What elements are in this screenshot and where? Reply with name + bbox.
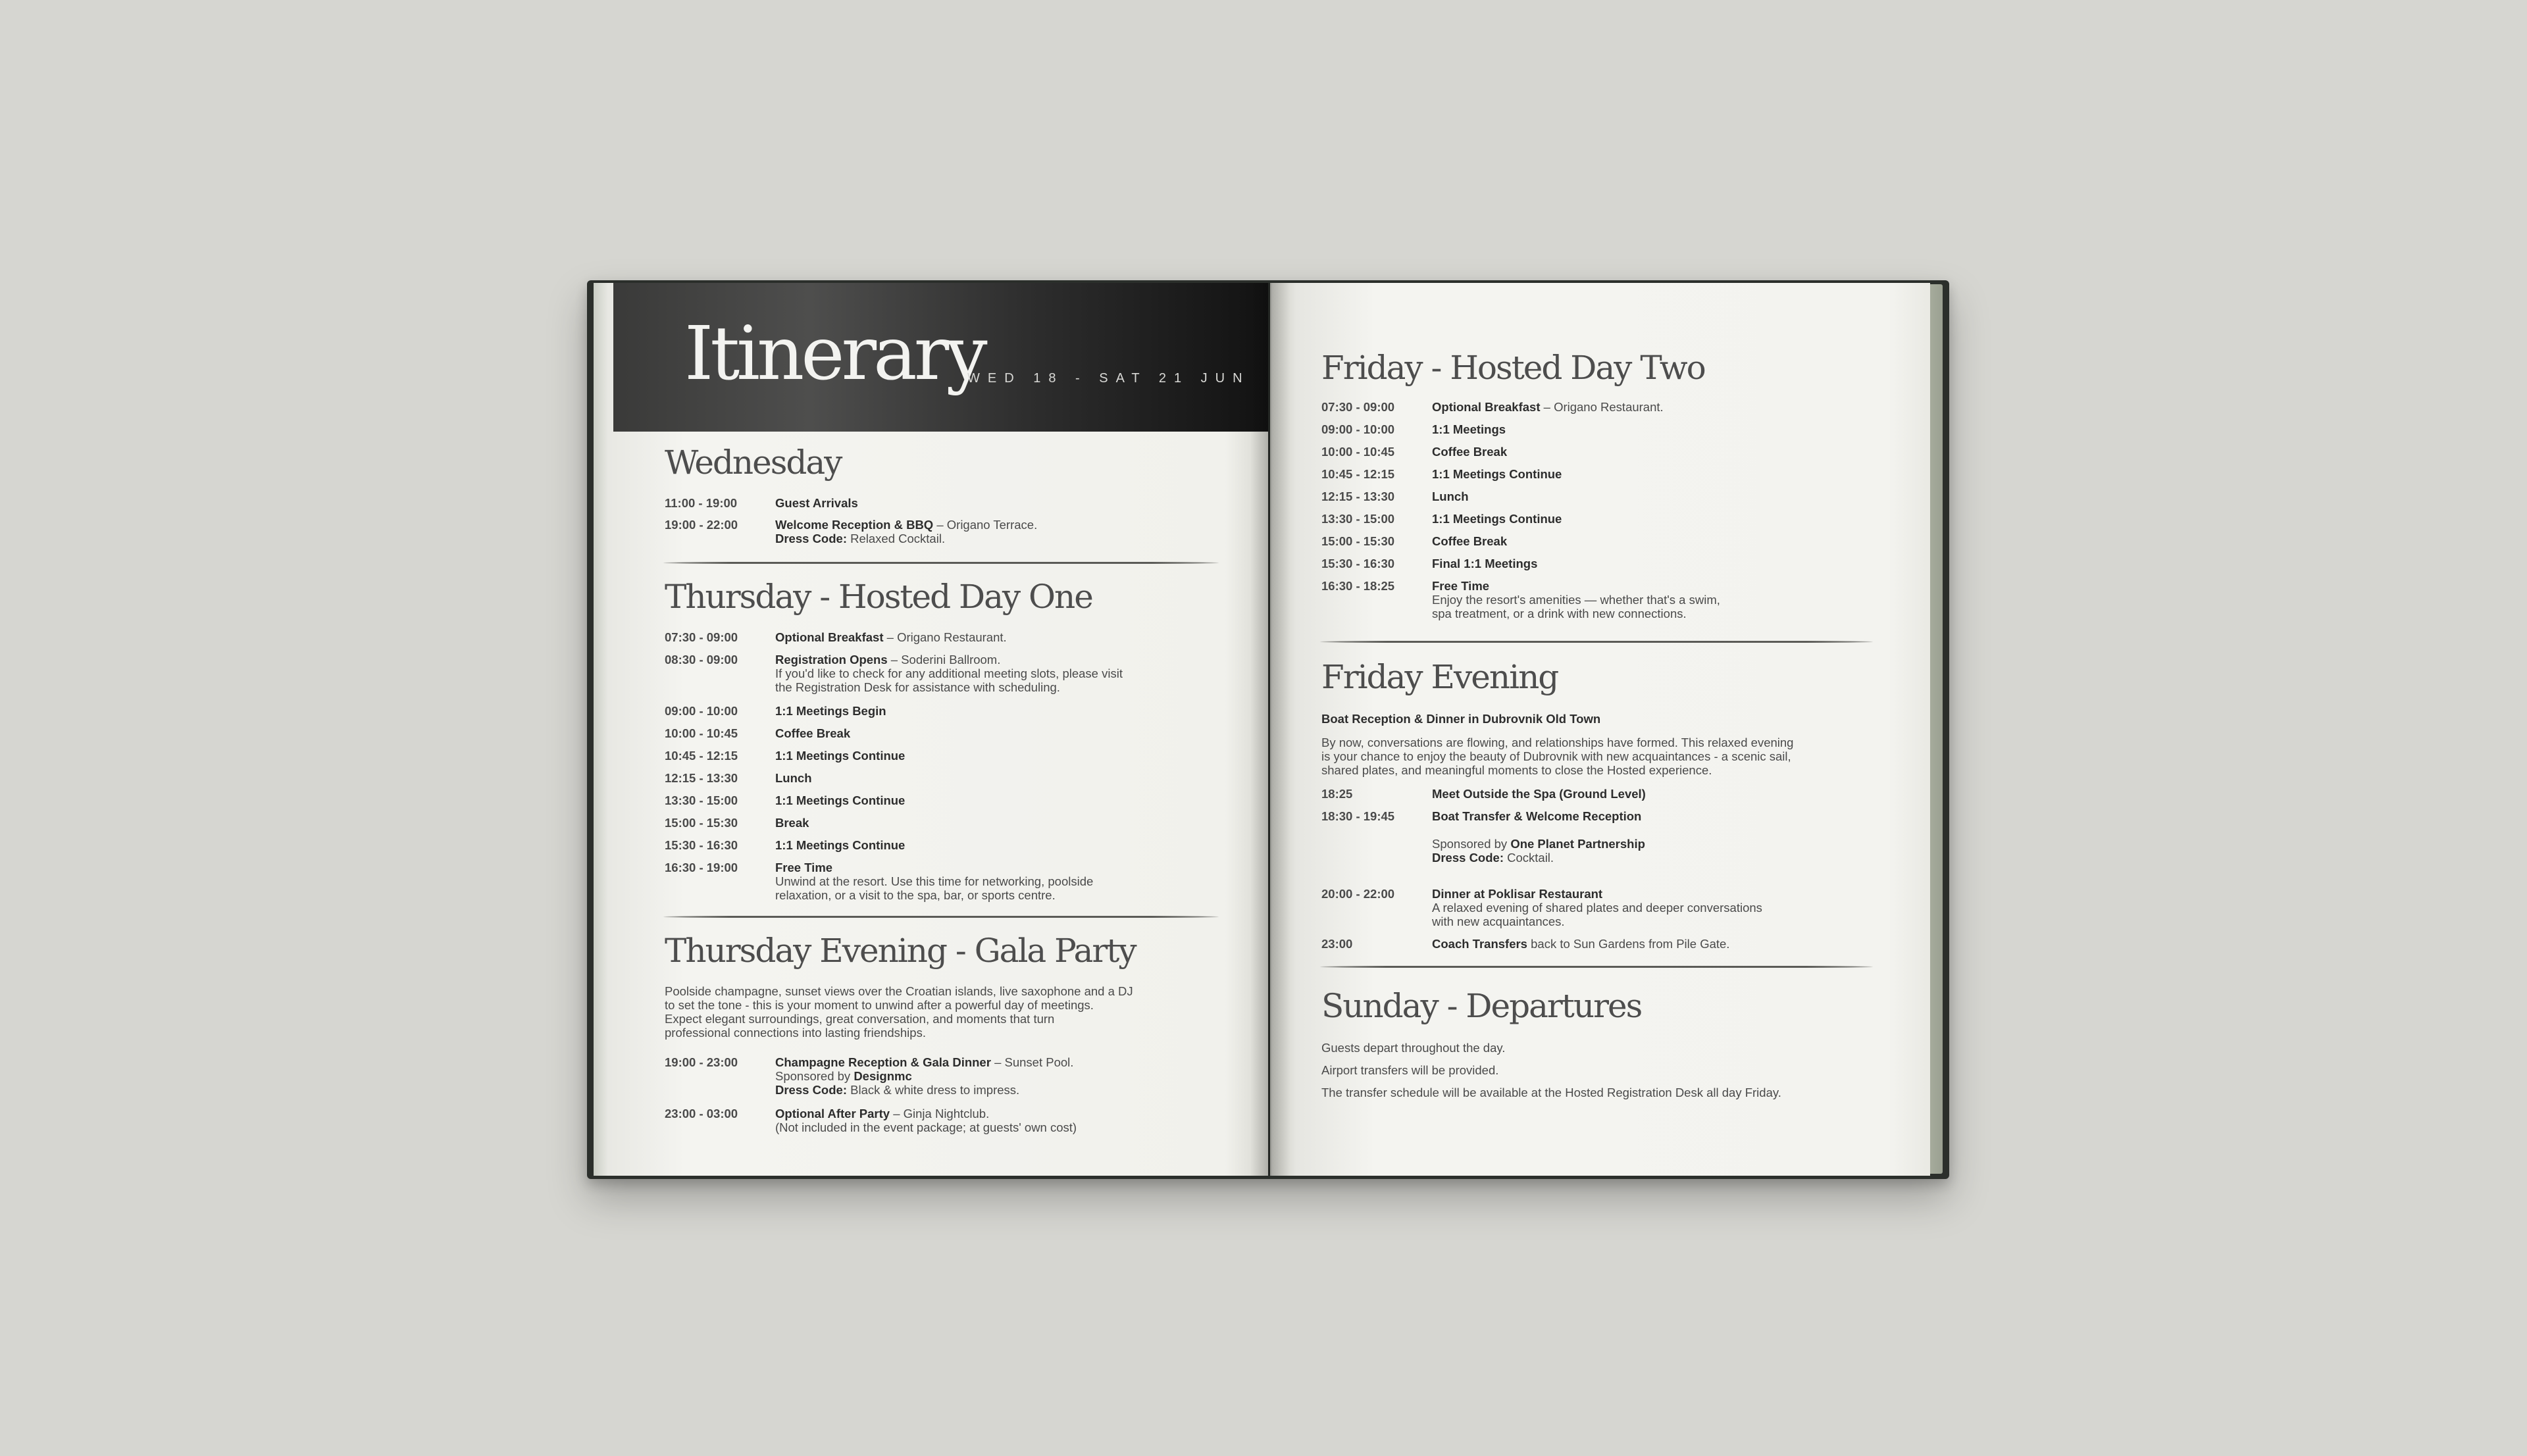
row-label: Welcome Reception & BBQ — [775, 518, 934, 532]
sunday-line: The transfer schedule will be available at the Hosted Registration Desk all day Friday. — [1321, 1086, 1781, 1099]
row-note: with new acquaintances. — [1432, 915, 1565, 928]
friday-evening-intro: shared plates, and meaningful moments to close the Hosted experience. — [1321, 763, 1712, 777]
row-note: (Not included in the event package; at guests' own cost) — [775, 1120, 1077, 1134]
itinerary-title: Itinerary — [684, 311, 984, 397]
friday-evening-intro: is your chance to enjoy the beauty of Dubrovnik with new acquaintances - a scenic sail, — [1321, 749, 1791, 763]
dress-code: Dress Code: Relaxed Cocktail. — [775, 532, 946, 545]
friday-evening-subheading: Boat Reception & Dinner in Dubrovnik Old Town — [1321, 712, 1601, 726]
itinerary-header — [613, 283, 1268, 432]
row-time: 19:00 - 22:00 — [665, 518, 738, 532]
gala-intro: Expect elegant surroundings, great conversation, and moments that turn — [665, 1012, 1055, 1026]
itinerary-dates: WED 18 - SAT 21 JUN — [967, 371, 1250, 386]
row-note: A relaxed evening of shared plates and deeper conversations — [1432, 901, 1762, 915]
sunday-line: Airport transfers will be provided. — [1321, 1063, 1499, 1077]
friday-evening-heading: Friday Evening — [1321, 658, 1558, 696]
row-note: relaxation, or a visit to the spa, bar, or sports centre. — [775, 888, 1056, 902]
gala-intro: professional connections into lasting friendships. — [665, 1026, 926, 1040]
gala-intro: to set the tone - this is your moment to unwind after a powerful day of meetings. — [665, 998, 1094, 1012]
row-note: the Registration Desk for assistance with scheduling. — [775, 680, 1060, 694]
friday-evening-intro: By now, conversations are flowing, and relationships have formed. This relaxed evening — [1321, 736, 1794, 749]
row-note: Unwind at the resort. Use this time for networking, poolside — [775, 874, 1094, 888]
gala-heading: Thursday Evening - Gala Party — [665, 932, 1136, 970]
gala-intro: Poolside champagne, sunset views over the Croatian islands, live saxophone and a DJ — [665, 984, 1133, 998]
sunday-heading: Sunday - Departures — [1321, 987, 1642, 1025]
wednesday-heading: Wednesday — [665, 443, 842, 482]
divider — [663, 562, 1219, 564]
sponsor-line: Sponsored by One Planet Partnership — [1432, 837, 1645, 851]
row-note: Enjoy the resort's amenities — whether that's a swim, — [1432, 593, 1720, 607]
row-note: If you'd like to check for any additional meeting slots, please visit — [775, 666, 1123, 680]
left-page: Itinerary WED 18 - SAT 21 JUN Wednesday 11:00 - 19:00 Guest Arrivals 19:00 - 22:00 Welcome Reception & BBQ – Origano Terrace. Dress Code: Relaxed Cocktail. Thursday - Hosted Day One 07:30 - 09:00 Optional Breakfast – Origano Restaurant. 08:30 - 09:00 Registration Opens – Soderini Ballroom. If you'd like to check for any additional meeting slots, please visit the Registration Desk for assistance with scheduling. 09:00 - 10:00 1:1 Meetings Begin 10:00 - 10:45 Coffee Break 10:45 - 12:15 1:1 Meetings Continue 12:15 - 13:30 Lunch 13:30 - 15:00 1:1 Meetings Continue 15:00 - 15:30 Break 15:30 - 16:30 1:1 Meetings Continue 16:30 - 19:00 Free Time Unwind at the resort. Use this time for networking, poolside relaxation, or a visit to the spa, bar, or sports centre. Thursday Evening - Gala Party Poolside champagne, sunset views over the Croatian islands, live saxophone and a DJ to set the tone - this is your moment to unwind after a powerful day of meetings. Expect elegant surroundings, great conversation, and moments that turn professional connections into lasting friendships. 19:00 - 23:00 Champagne Reception & Gala Dinner – Sunset Pool. Sponsored by Designmc Dress Code: Black & white dress to impress. 23:00 - 03:00 Optional After Party – Ginja Nightclub. (Not included in the event package; at guests' own cost) — [594, 283, 1268, 1176]
divider — [1320, 966, 1873, 968]
dress-code: Dress Code: Cocktail. — [1432, 851, 1554, 865]
row-location: – Origano Terrace. — [933, 518, 1038, 532]
dress-code: Dress Code: Black & white dress to impress. — [775, 1083, 1020, 1097]
row-time: 11:00 - 19:00 — [665, 496, 738, 510]
book-spine — [1250, 283, 1290, 1176]
row-label: Guest Arrivals — [775, 496, 858, 510]
thursday-heading: Thursday - Hosted Day One — [665, 578, 1092, 616]
sponsor-line: Sponsored by Designmc — [775, 1069, 912, 1083]
right-page: Friday - Hosted Day Two 07:30 - 09:00 Optional Breakfast – Origano Restaurant. 09:00 - 10:00 1:1 Meetings 10:00 - 10:45 Coffee Break 10:45 - 12:15 1:1 Meetings Continue 12:15 - 13:30 Lunch 13:30 - 15:00 1:1 Meetings Continue 15:00 - 15:30 Coffee Break 15:30 - 16:30 Final 1:1 Meetings 16:30 - 18:25 Free Time Enjoy the resort's amenities — whether that's a swim, spa treatment, or a drink with new connections. Friday Evening Boat Reception & Dinner in Dubrovnik Old Town By now, conversations are flowing, and relationships have formed. This relaxed evening is your chance to enjoy the beauty of Dubrovnik with new acquaintances - a scenic sail, shared plates, and meaningful moments to close the Hosted experience. 18:25 Meet Outside the Spa (Ground Level) 18:30 - 19:45 Boat Transfer & Welcome Reception Sponsored by One Planet Partnership Dress Code: Cocktail. 20:00 - 22:00 Dinner at Poklisar Restaurant A relaxed evening of shared plates and deeper conversations with new acquaintances. 23:00 Coach Transfers back to Sun Gardens from Pile Gate. Sunday - Departures Guests depart throughout the day. Airport transfers will be provided. The transfer schedule will be available at the Hosted Registration Desk all day Friday. — [1270, 283, 1930, 1176]
row-note: spa treatment, or a drink with new connections. — [1432, 607, 1687, 620]
divider — [1320, 641, 1873, 643]
friday-heading: Friday - Hosted Day Two — [1321, 349, 1705, 387]
sunday-line: Guests depart throughout the day. — [1321, 1041, 1506, 1055]
divider — [663, 916, 1219, 918]
